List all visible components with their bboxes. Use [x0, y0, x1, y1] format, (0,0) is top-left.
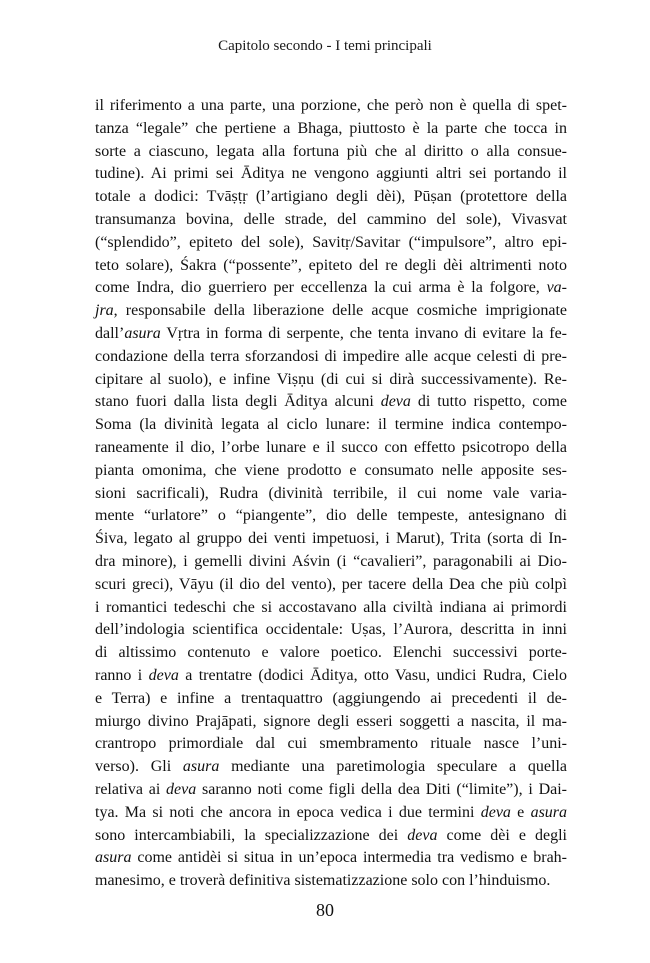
text-line	[95, 369, 567, 392]
text-line	[95, 141, 567, 164]
text-line	[95, 483, 567, 506]
text-line	[95, 642, 567, 665]
text-line	[95, 186, 567, 209]
page-number: 80	[316, 900, 334, 920]
text-run: manesimo, e troverà definitiva sistematizzazione solo con l’hinduismo.	[95, 872, 551, 890]
text-run: relativa ai	[95, 780, 167, 798]
text-run: verso). Gli	[95, 758, 183, 776]
text-run: e Terra) e infine a trentaquattro (aggiungendo ai precedenti il de-	[95, 689, 567, 707]
text-run: e	[510, 803, 531, 821]
text-run: cipitare al suolo), e infine Viṣṇu (di cui si dirà successivamente). Re-	[95, 370, 567, 388]
text-line	[95, 528, 567, 551]
body-paragraph	[95, 95, 567, 893]
text-run: teto solare), Śakra (“possente”, epiteto del re degli dèi altrimenti noto	[95, 256, 567, 274]
text-run: a trentatre (dodici Āditya, otto Vasu, undici Rudra, Cielo	[178, 666, 568, 684]
text-run: saranno noti come figli della dea Diti (“limite”), i Dai-	[196, 780, 567, 798]
italic-term: jra	[95, 302, 114, 320]
text-run: transumanza bovina, delle strade, del cammino del sole), Vivasvat	[95, 210, 567, 228]
text-line	[95, 255, 567, 278]
italic-term: asura	[530, 803, 568, 821]
text-run: ranno i	[95, 666, 149, 684]
text-line	[95, 163, 567, 186]
text-run: mediante una paretimologia speculare a quella	[219, 758, 567, 776]
text-run: dall’	[95, 324, 125, 342]
text-line	[95, 619, 567, 642]
text-line	[95, 574, 567, 597]
text-line	[95, 232, 567, 255]
text-run: scuri greci), Vāyu (il dio del vento), per tacere della Dea che più colpì	[95, 575, 567, 593]
italic-term: deva	[407, 826, 438, 844]
text-run: stano fuori dalla lista degli Āditya alcuni	[95, 393, 381, 411]
italic-term: asura	[95, 849, 132, 867]
text-run: sorte a ciascuno, legata alla fortuna più che al diritto o alla consue-	[95, 142, 567, 160]
italic-term: asura	[124, 324, 161, 342]
text-line	[95, 688, 567, 711]
text-run: il riferimento a una parte, una porzione, che però non è quella di spet-	[95, 97, 567, 114]
text-line	[95, 300, 567, 323]
text-run: miurgo divino Prajāpati, signore degli esseri soggetti a nascita, il ma-	[95, 712, 567, 730]
text-run: Śiva, legato al gruppo dei venti impetuosi, i Marut), Trita (sorta di In-	[95, 530, 567, 548]
text-line	[95, 733, 567, 756]
text-run: dell’indologia scientifica occidentale: Uṣas, l’Aurora, descritta in inni	[95, 621, 567, 639]
text-line	[95, 551, 567, 574]
text-run: (“splendido”, epiteto del sole), Savitṛ/Savitar (“impulsore”, altro epi-	[95, 233, 567, 251]
text-run: totale a dodici: Tvāṣṭṛ (l’artigiano degli dèi), Pūṣan (protettore della	[95, 188, 567, 206]
text-line	[95, 597, 567, 620]
text-line	[95, 437, 567, 460]
text-run: i romantici tedeschi che si accostavano alla civiltà indiana ai primordi	[95, 598, 567, 616]
text-run: Vṛtra in forma di serpente, che tenta invano di evitare la fe-	[160, 324, 567, 342]
italic-term: asura	[182, 758, 220, 776]
text-line	[95, 118, 567, 141]
text-line	[95, 505, 567, 528]
text-line	[95, 870, 567, 893]
text-line	[95, 414, 567, 437]
text-line	[95, 277, 567, 300]
text-run: di tutto rispetto, come	[410, 393, 568, 411]
italic-term: deva	[166, 780, 197, 798]
text-run: tanza “legale” che pertiene a Bhaga, piuttosto è la parte che tocca in	[95, 119, 567, 137]
text-run: sioni sacrificali), Rudra (divinità terribile, il cui nome vale varia-	[95, 484, 567, 502]
text-run: pianta omonima, che viene prodotto e consumato nelle apposite ses-	[95, 461, 567, 479]
text-line	[95, 95, 567, 118]
italic-term: deva	[480, 803, 511, 821]
text-line	[95, 391, 567, 414]
text-line	[95, 346, 567, 369]
text-run: tudine). Ai primi sei Āditya ne vengono aggiunti altri sei portando il	[95, 165, 567, 183]
text-line	[95, 779, 567, 802]
text-run: dra minore), i gemelli divini Aśvin (i “cavalieri”, paragonabili ai Dio-	[95, 552, 567, 570]
text-run: sono intercambiabili, la specializzazione dei	[95, 826, 408, 844]
text-run: di altissimo contenuto e valore poetico. Elenchi successivi porte-	[95, 644, 567, 662]
text-line	[95, 460, 567, 483]
italic-term: va-	[546, 279, 567, 297]
text-line	[95, 847, 567, 870]
text-run: come Indra, dio guerriero per eccellenza la cui arma è la folgore,	[95, 279, 547, 297]
text-line	[95, 711, 567, 734]
text-line	[95, 825, 567, 848]
text-run: come antidèi si situa in un’epoca intermedia tra vedismo e brah-	[131, 849, 567, 867]
text-line	[95, 756, 567, 779]
text-line	[95, 665, 567, 688]
italic-term: deva	[148, 666, 179, 684]
text-run: , responsabile della liberazione delle acque cosmiche imprigionate	[113, 302, 567, 320]
text-line	[95, 802, 567, 825]
text-run: raneamente il dio, l’orbe lunare e il succo con effetto psicotropo della	[95, 438, 567, 456]
text-run: Soma (la divinità legata al ciclo lunare: il termine indica contempo-	[95, 416, 567, 434]
italic-term: deva	[380, 393, 411, 411]
text-line	[95, 323, 567, 346]
text-run: tya. Ma si noti che ancora in epoca vedica i due termini	[95, 803, 481, 821]
text-line	[95, 209, 567, 232]
text-run: mente “urlatore” o “piangente”, dio delle tempeste, antesignano di	[95, 507, 567, 525]
text-run: come dèi e degli	[437, 826, 567, 844]
text-run: crantropo primordiale dal cui smembramento rituale nasce l’uni-	[95, 735, 567, 753]
text-run: condazione della terra sforzandosi di impedire alle acque celesti di pre-	[95, 347, 567, 365]
running-header: Capitolo secondo - I temi principali	[218, 38, 432, 54]
